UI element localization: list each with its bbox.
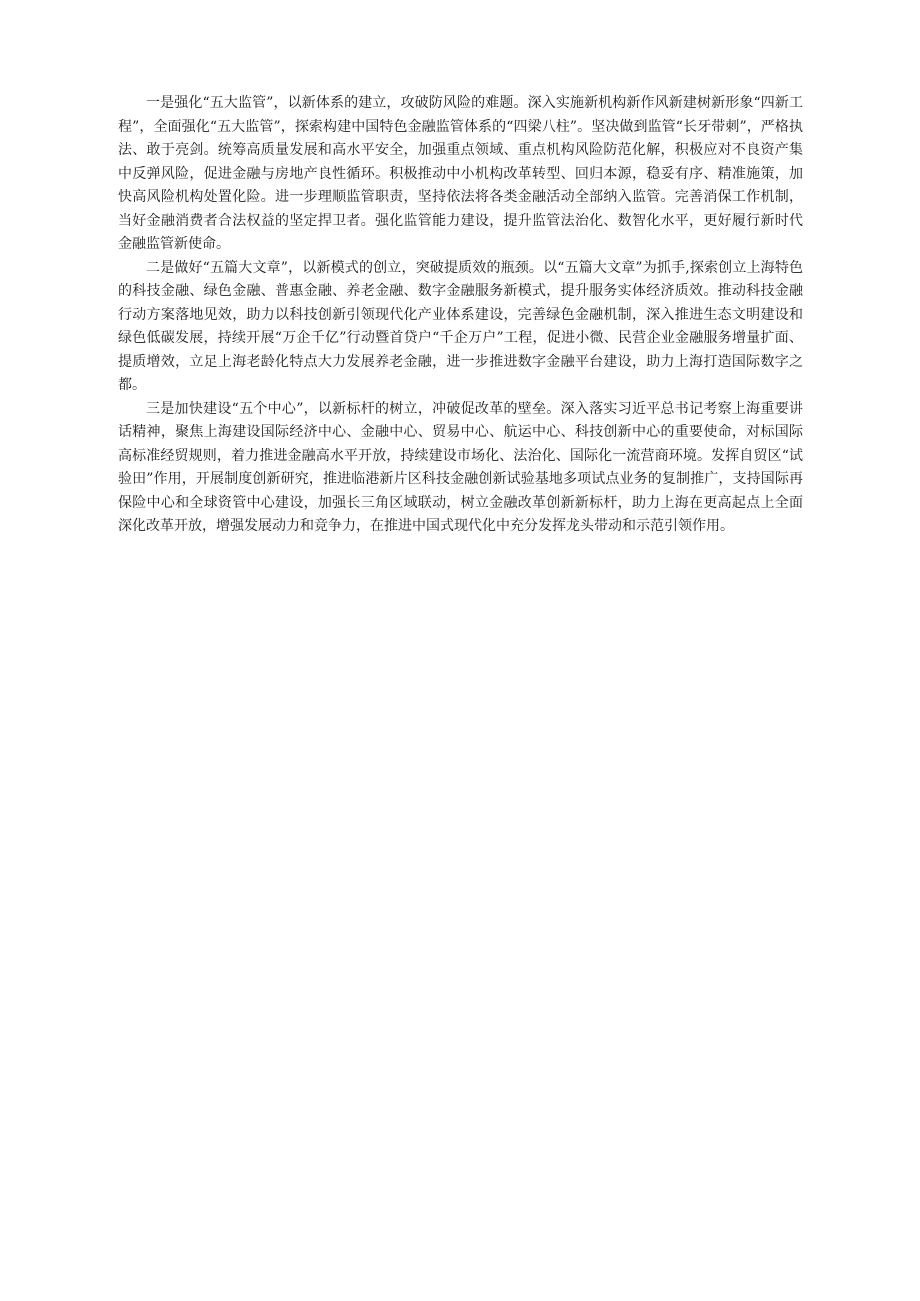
paragraph-five-centers: 三是加快建设“五个中心”，以新标杆的树立，冲破促改革的壁垒。深入落实习近平总书记考察上海重要讲话精神，聚焦上海建设国际经济中心、金融中心、贸易中心、航运中心、科技创新中心的重要使命，对标国际高标准经贸规则，着力推进金融高水平开放，持续建设市场化、法治化、国际化一流营商环境。发挥自贸区“试验田”作用，开展制度创新研究，推进临港新片区科技金融创新试验基地多项试点业务的复制推广，支持国际再保险中心和全球资管中心建设，加强长三角区域联动，树立金融改革创新新标杆，助力上海在更高起点上全面深化改革开放，增强发展动力和竞争力，在推进中国式现代化中充分发挥龙头带动和示范引领作用。 bbox=[118, 400, 803, 534]
paragraph-five-articles: 二是做好“五篇大文章”，以新模式的创立，突破提质效的瓶颈。以“五篇大文章”为抓手,探索创立上海特色的科技金融、绿色金融、普惠金融、养老金融、数字金融服务新模式，提升服务实体经济质效。推动科技金融行动方案落地见效，助力以科技创新引领现代化产业体系建设，完善绿色金融机制，深入推进生态文明建设和绿色低碳发展，持续开展“万企千亿”行动暨首贷户“千企万户”工程，促进小微、民营企业金融服务增量扩面、提质增效，立足上海老龄化特点大力发展养老金融，进一步推进数字金融平台建设，助力上海打造国际数字之都。 bbox=[118, 259, 803, 393]
paragraph-five-supervisions: 一是强化“五大监管”，以新体系的建立，攻破防风险的难题。深入实施新机构新作风新建树新形象“四新工程”，全面强化“五大监管”，探索构建中国特色金融监管体系的“四梁八柱”。坚决做到监管“长牙带刺”，严格执法、敢于亮剑。统筹高质量发展和高水平安全，加强重点领域、重点机构风险防范化解，积极应对不良资产集中反弹风险，促进金融与房地产良性循环。积极推动中小机构改革转型、回归本源，稳妥有序、精准施策，加快高风险机构处置化险。进一步理顺监管职责，坚持依法将各类金融活动全部纳入监管。完善消保工作机制，当好金融消费者合法权益的坚定捍卫者。强化监管能力建设，提升监管法治化、数智化水平，更好履行新时代金融监管新使命。 bbox=[118, 95, 803, 252]
document-body bbox=[118, 92, 803, 539]
